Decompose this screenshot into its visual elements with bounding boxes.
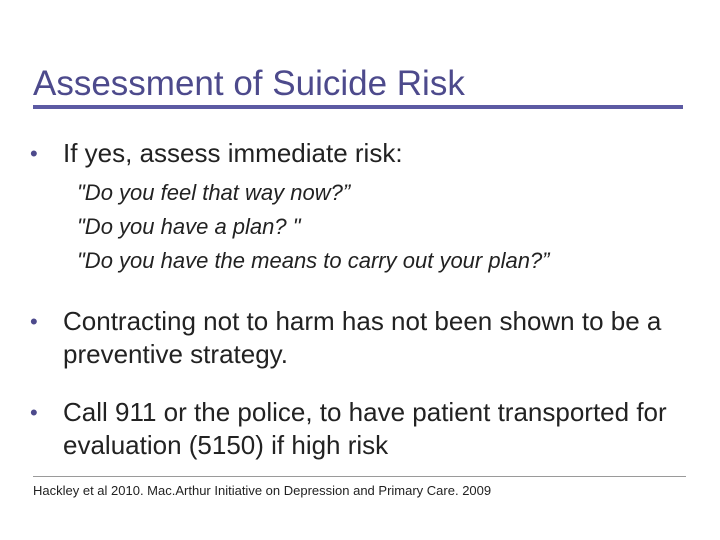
bullet-assess-risk [30,137,680,170]
footnote-divider [33,476,686,477]
bullet-marker: • [30,309,38,334]
question-have-plan: "Do you have a plan? " [77,214,301,239]
title-underline [33,105,683,109]
bullet-marker: • [30,141,38,166]
bullet-text: If yes, assess immediate risk: [63,138,403,168]
question-have-means: "Do you have the means to carry out your plan?” [77,248,550,273]
slide-title: Assessment of Suicide Risk [33,64,465,103]
bullet-contracting [30,305,700,371]
question-feel-now: "Do you feel that way now?” [77,180,351,205]
risk-questions [77,176,550,278]
bullet-text: Contracting not to harm has not been shown to be a preventive strategy. [63,306,662,369]
footnote-citation: Hackley et al 2010. Mac.Arthur Initiative on Depression and Primary Care. 2009 [33,483,492,498]
bullet-text: Call 911 or the police, to have patient transported for evaluation (5150) if high risk [63,397,667,460]
bullet-call-911 [30,396,700,462]
bullet-marker: • [30,400,38,425]
